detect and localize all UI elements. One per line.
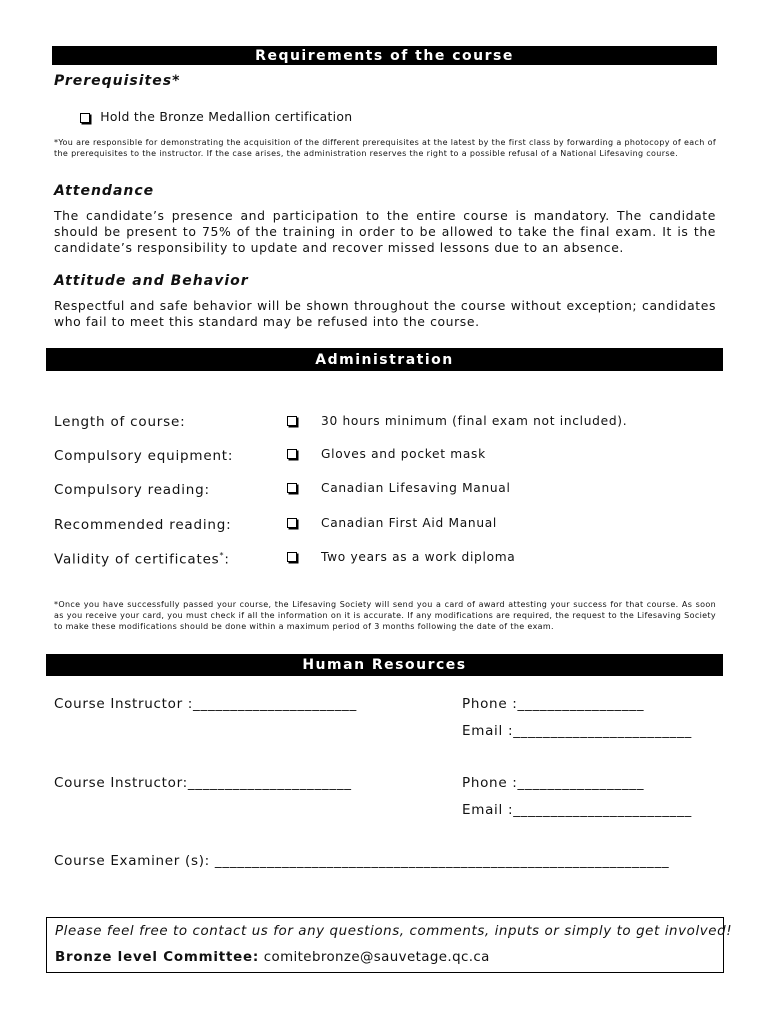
course-instructor-field[interactable]: Course Instructor :______________________: [54, 696, 357, 712]
admin-row-value: Two years as a work diploma: [321, 550, 516, 564]
prerequisite-item: [80, 109, 352, 124]
committee-label: Bronze level Committee:: [55, 950, 260, 965]
admin-row-value: Canadian First Aid Manual: [321, 516, 498, 530]
admin-row-label: Length of course:: [54, 414, 186, 430]
checkbox-icon[interactable]: [287, 449, 297, 459]
checkbox-icon[interactable]: [287, 483, 297, 493]
administration-footnote: *Once you have successfully passed your course, the Lifesaving Society will send you a card of award attesting your success for that course. As soon as you receive your card, you must check if all the information on it is accurate. If any modifications are required, the request to the Lifesaving Society to make these modifications should be done within a maximum period of 3 months following the date of the exam.: [54, 600, 716, 631]
requirements-section-header: [52, 46, 717, 65]
email-field[interactable]: Email :________________________: [462, 723, 692, 739]
phone-field[interactable]: Phone :_________________: [462, 775, 645, 791]
admin-row-label: Compulsory reading:: [54, 482, 210, 498]
admin-row-label-group: [54, 551, 230, 568]
attendance-text: The candidate’s presence and participation to the entire course is mandatory. The candidate should be present to 75% of the training in order to be allowed to take the final exam. It is the candidate’s responsibility to update and recover missed lessons due to an absence.: [54, 208, 716, 255]
committee-email[interactable]: comitebronze@sauvetage.qc.ca: [263, 950, 490, 965]
admin-row-label: Validity of certificates: [54, 551, 220, 568]
admin-row-label: Recommended reading:: [54, 517, 232, 533]
checkbox-icon[interactable]: [80, 113, 90, 123]
admin-row-label-suffix: :: [224, 551, 230, 568]
phone-field[interactable]: Phone :_________________: [462, 696, 645, 712]
human-resources-section-header: [46, 654, 723, 676]
admin-row-value: Canadian Lifesaving Manual: [321, 481, 511, 495]
contact-box: [46, 917, 733, 973]
attitude-text: Respectful and safe behavior will be shown throughout the course without exception; candidates who fail to meet this standard may be refused into the course.: [54, 298, 716, 329]
prerequisites-footnote: *You are responsible for demonstrating the acquisition of the different prerequisites at the latest by the first class by forwarding a photocopy of each of the prerequisites to the instructor. If the case arises, the administration reserves the right to a possible refusal of a National Lifesaving course.: [54, 138, 716, 158]
checkbox-icon[interactable]: [287, 552, 297, 562]
email-field[interactable]: Email :________________________: [462, 802, 692, 818]
prerequisites-heading: Prerequisites*: [54, 73, 181, 89]
attendance-heading: Attendance: [54, 183, 155, 199]
requirements-title: Requirements of the course: [255, 48, 514, 64]
administration-title: Administration: [315, 352, 454, 368]
checkbox-icon[interactable]: [287, 416, 297, 426]
admin-row-label: Compulsory equipment:: [54, 448, 234, 464]
prerequisite-item-label: Hold the Bronze Medallion certification: [100, 109, 353, 124]
contact-message: Please feel free to contact us for any questions, comments, inputs or simply to get involved!: [55, 924, 733, 939]
checkbox-icon[interactable]: [287, 518, 297, 528]
course-examiner-field[interactable]: Course Examiner (s): _____________________________________________________________: [54, 853, 670, 869]
attitude-heading: Attitude and Behavior: [54, 273, 249, 289]
footnote-marker: *: [219, 551, 225, 560]
administration-section-header: [46, 348, 723, 371]
admin-row-value: 30 hours minimum (final exam not included).: [321, 414, 628, 428]
human-resources-title: Human Resources: [302, 657, 467, 673]
admin-row-value: Gloves and pocket mask: [321, 447, 486, 461]
course-instructor-field[interactable]: Course Instructor:______________________: [54, 775, 352, 791]
committee-line: [55, 950, 490, 965]
